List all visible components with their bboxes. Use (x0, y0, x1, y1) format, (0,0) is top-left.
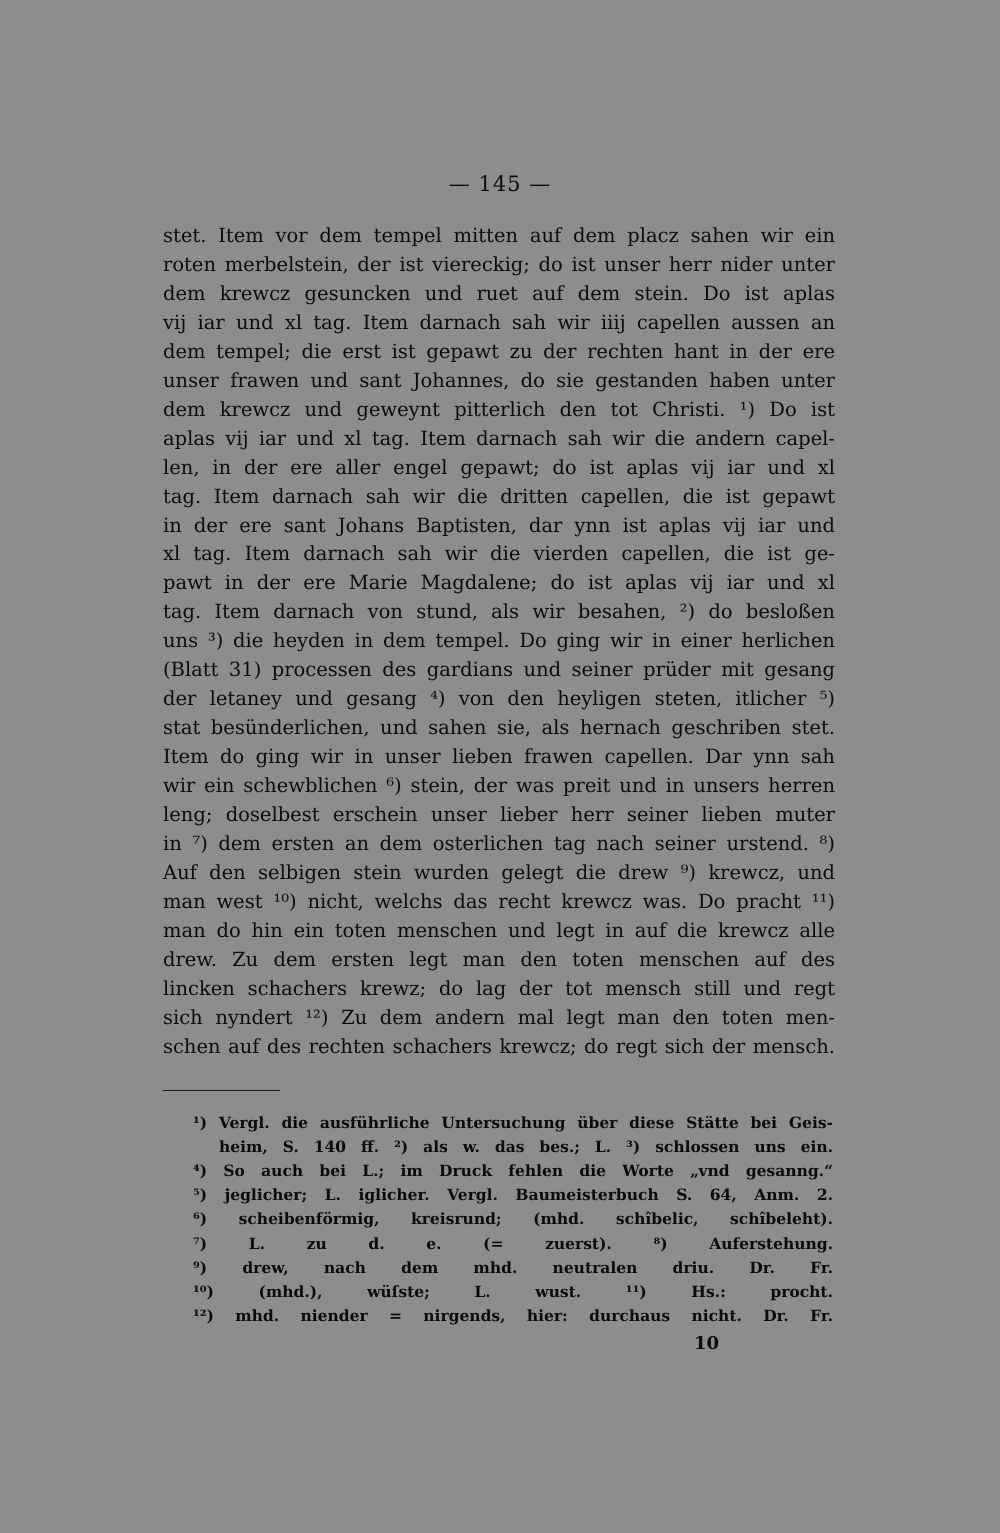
text-line: vij iar und xl tag. Item darnach sah wir iiij capellen aussen an (163, 310, 835, 334)
text-line: pawt in der ere Marie Magdalene; do ist aplas vij iar und xl (163, 571, 835, 595)
footnote-line: ⁷) L. zu d. e. (= zuerst). ⁸) Auferstehung. (193, 1233, 833, 1253)
footnote-line: ⁵) jeglicher; L. iglicher. Vergl. Baumeisterbuch S. 64, Anm. 2. (193, 1185, 833, 1205)
text-line: lincken schachers krewz; do lag der tot mensch still und regt (163, 976, 835, 1000)
footnote-line: ⁹) drew, nach dem mhd. neutralen driu. Dr. Fr. (193, 1257, 833, 1277)
text-line: Item do ging wir in unser lieben frawen capellen. Dar ynn sah (163, 745, 835, 769)
text-line: xl tag. Item darnach sah wir die vierden capellen, die ist ge- (163, 542, 835, 566)
text-line: der letaney und gesang ⁴) von den heyligen steten, itlicher ⁵) (163, 687, 835, 711)
footnote-line: ⁴) So auch bei L.; im Druck fehlen die Worte „vnd gesanng.“ (193, 1161, 833, 1181)
text-line: dem krewcz gesuncken und ruet auf dem stein. Do ist aplas (163, 281, 835, 305)
text-line: (Blatt 31) processen des gardians und seiner prüder mit gesang (163, 658, 835, 682)
page-header: — 145 — (448, 172, 552, 196)
text-line: stat besünderlichen, und sahen sie, als hernach geschriben stet. (163, 716, 835, 740)
text-line: sich nyndert ¹²) Zu dem andern mal legt man den toten men- (163, 1005, 835, 1029)
text-line: man west ¹⁰) nicht, welchs das recht krewcz was. Do pracht ¹¹) (163, 889, 835, 913)
footnote-line: ¹²) mhd. niender = nirgends, hier: durchaus nicht. Dr. Fr. (193, 1305, 833, 1325)
footnote-line: ¹⁰) (mhd.), wüſste; L. wust. ¹¹) Hs.: procht. (193, 1281, 833, 1301)
footnote-line: heim, S. 140 ff. ²) als w. das bes.; L. ³) schlossen uns ein. (219, 1137, 833, 1157)
text-line: uns ³) die heyden in dem tempel. Do ging wir in einer herlichen (163, 629, 835, 653)
footnote-rule (163, 1090, 280, 1091)
text-line: len, in der ere aller engel gepawt; do ist aplas vij iar und xl (163, 455, 835, 479)
text-line: schen auf des rechten schachers krewcz; do regt sich der mensch. (163, 1034, 835, 1058)
text-line: tag. Item darnach von stund, als wir besahen, ²) do besloßen (163, 600, 835, 624)
text-line: dem tempel; die erst ist gepawt zu der rechten hant in der ere (163, 339, 835, 363)
footnote-line: ⁶) scheibenförmig, kreisrund; (mhd. schîbelic, schîbeleht). (193, 1209, 833, 1229)
text-line: dem krewcz und geweynt pitterlich den tot Christi. ¹) Do ist (163, 397, 835, 421)
text-line: in der ere sant Johans Baptisten, dar ynn ist aplas vij iar und (163, 513, 835, 537)
footnote-line: ¹) Vergl. die ausführliche Untersuchung über diese Stätte bei Geis- (193, 1113, 833, 1132)
text-line: roten merbelstein, der ist viereckig; do ist unser herr nider unter (163, 252, 835, 276)
text-line: wir ein schewblichen ⁶) stein, der was preit und in unsers herren (163, 774, 835, 798)
text-line: Auf den selbigen stein wurden gelegt die drew ⁹) krewcz, und (163, 860, 835, 884)
text-line: unser frawen und sant Johannes, do sie gestanden haben unter (163, 368, 835, 392)
text-line: leng; doselbest erschein unser lieber herr seiner lieben muter (163, 803, 835, 826)
signature-mark: 10 (694, 1333, 720, 1354)
text-line: man do hin ein toten menschen und legt in auf die krewcz alle (163, 918, 835, 942)
text-line: aplas vij iar und xl tag. Item darnach sah wir die andern capel- (163, 426, 835, 450)
text-line: drew. Zu dem ersten legt man den toten menschen auf des (163, 947, 835, 971)
text-line: stet. Item vor dem tempel mitten auf dem placz sahen wir ein (163, 224, 835, 247)
text-line: tag. Item darnach sah wir die dritten capellen, die ist gepawt (163, 484, 835, 508)
text-line: in ⁷) dem ersten an dem osterlichen tag nach seiner urstend. ⁸) (163, 831, 835, 855)
